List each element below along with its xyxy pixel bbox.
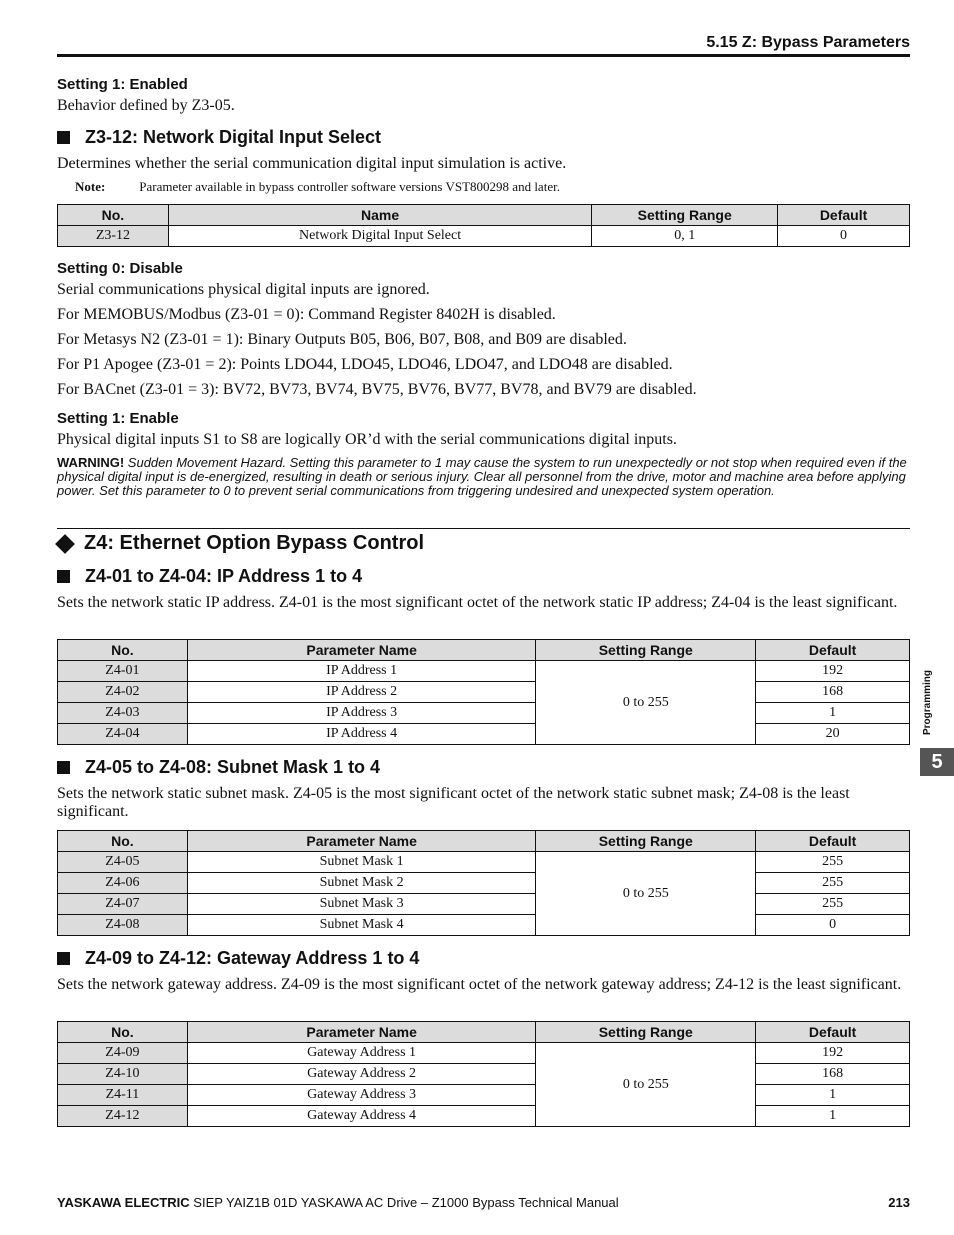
column-header: Setting Range — [536, 831, 756, 852]
cell-default: 255 — [756, 894, 910, 915]
table-row — [58, 724, 910, 745]
cell-no: Z4-05 — [58, 852, 188, 873]
column-header: Setting Range — [536, 640, 756, 661]
cell-no: Z4-09 — [58, 1043, 188, 1064]
warning-label: WARNING! — [57, 455, 125, 470]
cell-name: Gateway Address 2 — [187, 1064, 536, 1085]
column-header: Setting Range — [592, 205, 778, 226]
cell-name: Gateway Address 4 — [187, 1106, 536, 1127]
table-header-row — [58, 831, 910, 852]
cell-default: 168 — [756, 682, 910, 703]
table-row — [58, 1043, 910, 1064]
table-row — [58, 661, 910, 682]
square-bullet-icon — [57, 570, 70, 583]
cell-name: IP Address 1 — [187, 661, 536, 682]
note-text: Parameter available in bypass controller software versions VST800298 and later. — [139, 179, 560, 194]
cell-no: Z4-03 — [58, 703, 188, 724]
column-header: No. — [58, 1022, 188, 1043]
section-description: Determines whether the serial communication digital input simulation is active. — [57, 155, 567, 172]
cell-no: Z3-12 — [58, 226, 169, 247]
cell-range: 0, 1 — [592, 226, 778, 247]
cell-default: 255 — [756, 852, 910, 873]
chapter-section-heading — [55, 532, 424, 555]
table-row — [58, 894, 910, 915]
cell-no: Z4-08 — [58, 915, 188, 936]
table-header-row — [58, 640, 910, 661]
cell-no: Z4-11 — [58, 1085, 188, 1106]
table-header-row — [58, 205, 910, 226]
column-header: No. — [58, 205, 169, 226]
cell-name: Subnet Mask 4 — [187, 915, 536, 936]
section-heading-subnet-mask — [57, 757, 380, 778]
ip-address-table — [57, 639, 910, 745]
table-row — [58, 226, 910, 247]
footer-manual-title — [57, 1195, 619, 1210]
section-heading-text: Z4-05 to Z4-08: Subnet Mask 1 to 4 — [85, 757, 381, 777]
column-header: No. — [58, 831, 188, 852]
cell-default: 0 — [756, 915, 910, 936]
setting-text: Behavior defined by Z3-05. — [57, 97, 235, 114]
setting-line: For BACnet (Z3-01 = 3): BV72, BV73, BV74, BV75, BV76, BV77, BV78, and BV79 are disabled. — [57, 381, 697, 398]
table-row — [58, 873, 910, 894]
warning-text: Sudden Movement Hazard. Setting this parameter to 1 may cause the system to run unexpectedly or not stop when required even if the physical digital input is de-energized, resulting in death or serious injury. Clear all personnel from the drive, motor and machine area before applying power. Set this parameter to 0 to prevent serial communications from triggering undesired and unexpected system operation. — [57, 455, 907, 498]
cell-name: IP Address 4 — [187, 724, 536, 745]
cell-default: 1 — [756, 703, 910, 724]
cell-no: Z4-12 — [58, 1106, 188, 1127]
side-chapter-label — [920, 655, 940, 735]
cell-no: Z4-01 — [58, 661, 188, 682]
section-heading-text: Z4-09 to Z4-12: Gateway Address 1 to 4 — [85, 948, 420, 968]
cell-default: 168 — [756, 1064, 910, 1085]
cell-name: Gateway Address 3 — [187, 1085, 536, 1106]
setting-text: Physical digital inputs S1 to S8 are logically OR’d with the serial communications digital inputs. — [57, 431, 677, 448]
cell-no: Z4-04 — [58, 724, 188, 745]
warning-block — [57, 456, 912, 498]
square-bullet-icon — [57, 952, 70, 965]
section-heading-gateway-address — [57, 948, 419, 969]
note-label: Note: — [75, 179, 106, 194]
header-rule — [57, 54, 910, 57]
column-header: Default — [756, 1022, 910, 1043]
table-row — [58, 915, 910, 936]
cell-range: 0 to 255 — [536, 661, 756, 745]
page-number: 213 — [888, 1195, 910, 1210]
table-row — [58, 852, 910, 873]
setting-line: For P1 Apogee (Z3-01 = 2): Points LDO44, LDO45, LDO46, LDO47, and LDO48 are disabled. — [57, 356, 673, 373]
table-row — [58, 1085, 910, 1106]
cell-no: Z4-07 — [58, 894, 188, 915]
column-header: Default — [778, 205, 910, 226]
setting-line: For Metasys N2 (Z3-01 = 1): Binary Outputs B05, B06, B07, B08, and B09 are disabled. — [57, 331, 627, 348]
column-header: Default — [756, 831, 910, 852]
z3-12-table — [57, 204, 910, 247]
column-header: Name — [168, 205, 591, 226]
page-header-title: 5.15 Z: Bypass Parameters — [706, 34, 910, 51]
section-rule — [57, 528, 910, 529]
setting-heading: Setting 0: Disable — [57, 260, 183, 277]
chapter-tab: 5 — [920, 748, 954, 776]
section-heading-text: Z4-01 to Z4-04: IP Address 1 to 4 — [85, 566, 363, 586]
side-chapter-label-text: Programming — [922, 669, 933, 735]
cell-name: Network Digital Input Select — [168, 226, 591, 247]
table-row — [58, 703, 910, 724]
section-heading-ip-address — [57, 566, 362, 587]
cell-default: 192 — [756, 661, 910, 682]
chapter-section-heading-text: Z4: Ethernet Option Bypass Control — [84, 532, 425, 554]
table-row — [58, 682, 910, 703]
cell-no: Z4-02 — [58, 682, 188, 703]
cell-default: 255 — [756, 873, 910, 894]
setting-line: For MEMOBUS/Modbus (Z3-01 = 0): Command Register 8402H is disabled. — [57, 306, 556, 323]
footer-brand: YASKAWA ELECTRIC — [57, 1195, 190, 1210]
cell-name: IP Address 2 — [187, 682, 536, 703]
table-row — [58, 1106, 910, 1127]
column-header: No. — [58, 640, 188, 661]
cell-default: 192 — [756, 1043, 910, 1064]
cell-name: Subnet Mask 2 — [187, 873, 536, 894]
setting-heading: Setting 1: Enable — [57, 410, 179, 427]
column-header: Parameter Name — [187, 1022, 536, 1043]
subnet-mask-table — [57, 830, 910, 936]
table-row — [58, 1064, 910, 1085]
section-description: Sets the network static IP address. Z4-01 is the most significant octet of the network static IP address; Z4-04 is the least significant. — [57, 594, 898, 611]
square-bullet-icon — [57, 761, 70, 774]
square-bullet-icon — [57, 131, 70, 144]
cell-range: 0 to 255 — [536, 1043, 756, 1127]
column-header: Setting Range — [536, 1022, 756, 1043]
cell-name: IP Address 3 — [187, 703, 536, 724]
section-heading-z3-12 — [57, 127, 381, 148]
setting-line: Serial communications physical digital inputs are ignored. — [57, 281, 430, 298]
cell-default: 1 — [756, 1106, 910, 1127]
section-description: Sets the network gateway address. Z4-09 is the most significant octet of the network gateway address; Z4-12 is the least significant. — [57, 976, 902, 993]
cell-default: 0 — [778, 226, 910, 247]
column-header: Parameter Name — [187, 640, 536, 661]
footer-manual-text: SIEP YAIZ1B 01D YASKAWA AC Drive – Z1000 Bypass Technical Manual — [189, 1195, 619, 1210]
cell-name: Gateway Address 1 — [187, 1043, 536, 1064]
section-description: Sets the network static subnet mask. Z4-05 is the most significant octet of the network static subnet mask; Z4-08 is the least significant. — [57, 785, 850, 820]
cell-name: Subnet Mask 3 — [187, 894, 536, 915]
cell-default: 20 — [756, 724, 910, 745]
table-header-row — [58, 1022, 910, 1043]
column-header: Parameter Name — [187, 831, 536, 852]
column-header: Default — [756, 640, 910, 661]
section-heading-text: Z3-12: Network Digital Input Select — [85, 127, 382, 147]
cell-default: 1 — [756, 1085, 910, 1106]
diamond-bullet-icon — [55, 534, 75, 554]
setting-heading: Setting 1: Enabled — [57, 76, 188, 93]
gateway-address-table — [57, 1021, 910, 1127]
cell-no: Z4-10 — [58, 1064, 188, 1085]
cell-no: Z4-06 — [58, 873, 188, 894]
cell-range: 0 to 255 — [536, 852, 756, 936]
note — [75, 179, 560, 195]
cell-name: Subnet Mask 1 — [187, 852, 536, 873]
